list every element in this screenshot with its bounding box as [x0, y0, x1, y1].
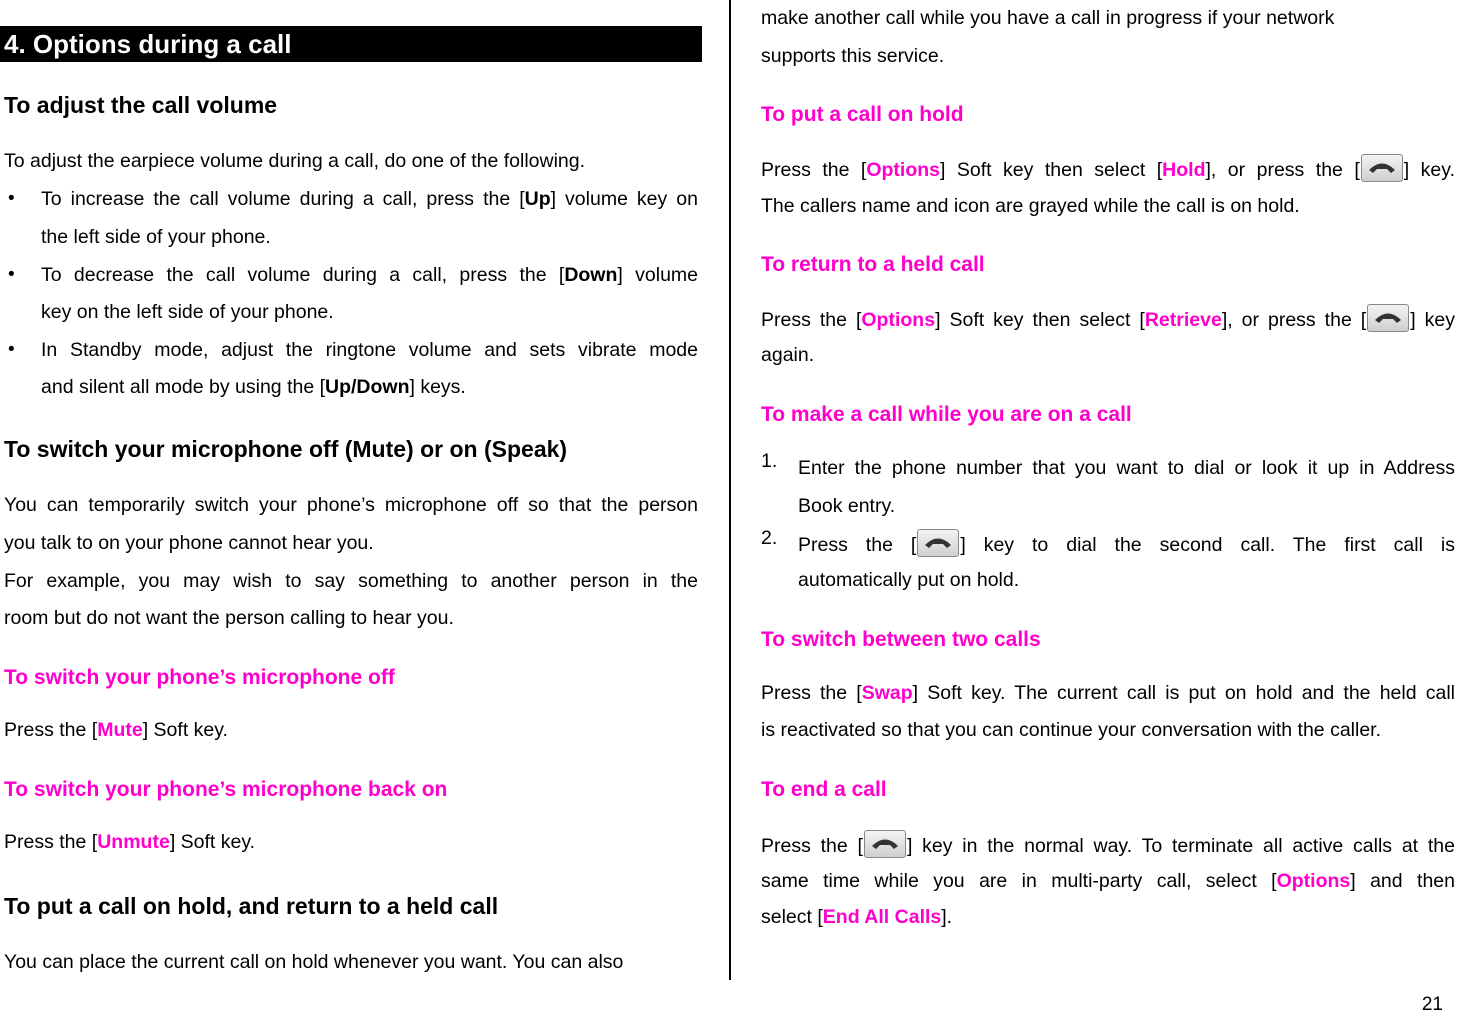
bullet-3-line2: and silent all mode by using the [Up/Down] keys. [41, 376, 466, 398]
put-hold-line2: The callers name and icon are grayed while the call is on hold. [761, 195, 1300, 217]
heading-make-second-call: To make a call while you are on a call [761, 403, 1132, 426]
step-1-line2: Book entry. [798, 495, 896, 517]
mute-para-2-line1: For example, you may wish to say something to another person in the [4, 570, 698, 592]
heading-end-call: To end a call [761, 778, 887, 801]
bullet-1-line2: the left side of your phone. [41, 226, 271, 248]
end-call-line2: same time while you are in multi-party call, select [Options] and then [761, 870, 1455, 892]
put-hold-line1: Press the [Options] Soft key then select [Hold], or press the [ ] key. [761, 152, 1455, 189]
bullet-icon: • [8, 339, 15, 360]
mute-para-1-line2: you talk to on your phone cannot hear you. [4, 532, 374, 554]
heading-mute-speak: To switch your microphone off (Mute) or on (Speak) [4, 436, 568, 462]
call-key-icon [1367, 304, 1409, 332]
heading-switch-calls: To switch between two calls [761, 628, 1041, 651]
bullet-2-line1: To decrease the call volume during a call, press the [Down] volume [41, 264, 699, 286]
bullet-3-line1: In Standby mode, adjust the ringtone volume and sets vibrate mode [41, 339, 698, 361]
heading-mic-on: To switch your phone’s microphone back on [4, 778, 448, 801]
step-2-line2: automatically put on hold. [798, 569, 1020, 591]
mute-para-2-line2: room but do not want the person calling to hear you. [4, 607, 454, 629]
heading-return-held: To return to a held call [761, 253, 985, 276]
end-call-key-icon [864, 830, 906, 858]
bullet-icon: • [8, 188, 15, 209]
step-1-line1: Enter the phone number that you want to dial or look it up in Address [798, 457, 1455, 479]
heading-mic-off: To switch your phone’s microphone off [4, 666, 395, 689]
switch-line1: Press the [Swap] Soft key. The current call is put on hold and the held call [761, 682, 1455, 704]
end-call-line3: select [End All Calls]. [761, 906, 953, 928]
heading-put-on-hold: To put a call on hold [761, 103, 964, 126]
switch-line2: is reactivated so that you can continue your conversation with the caller. [761, 719, 1382, 741]
step-2-line1: Press the [ ] key to dial the second call. The first call is [798, 527, 1455, 564]
call-key-icon [917, 529, 959, 557]
return-held-line1: Press the [Options] Soft key then select [Retrieve], or press the [ ] key [761, 302, 1455, 339]
bullet-2-line2: key on the left side of your phone. [41, 301, 334, 323]
volume-intro: To adjust the earpiece volume during a call, do one of the following. [4, 150, 586, 172]
mute-para-1-line1: You can temporarily switch your phone’s microphone off so that the person [4, 494, 698, 516]
call-key-icon [1361, 154, 1403, 182]
page-number: 21 [1421, 994, 1443, 1015]
chapter-title: 4. Options during a call [0, 26, 702, 62]
step-number: 2. [761, 527, 778, 549]
bullet-icon: • [8, 264, 15, 285]
column-divider [729, 0, 731, 980]
continued-line1: make another call while you have a call in progress if your network [761, 7, 1335, 29]
end-call-line1: Press the [ ] key in the normal way. To terminate all active calls at the [761, 828, 1455, 865]
bullet-1-line1: To increase the call volume during a call, press the [Up] volume key on [41, 188, 698, 210]
return-held-line2: again. [761, 344, 815, 366]
mic-on-instruction: Press the [Unmute] Soft key. [4, 831, 256, 853]
hold-intro: You can place the current call on hold whenever you want. You can also [4, 951, 624, 973]
heading-hold-return: To put a call on hold, and return to a held call [4, 893, 499, 919]
continued-line2: supports this service. [761, 45, 945, 67]
step-number: 1. [761, 450, 778, 472]
mic-off-instruction: Press the [Mute] Soft key. [4, 719, 228, 741]
heading-call-volume: To adjust the call volume [4, 92, 278, 118]
